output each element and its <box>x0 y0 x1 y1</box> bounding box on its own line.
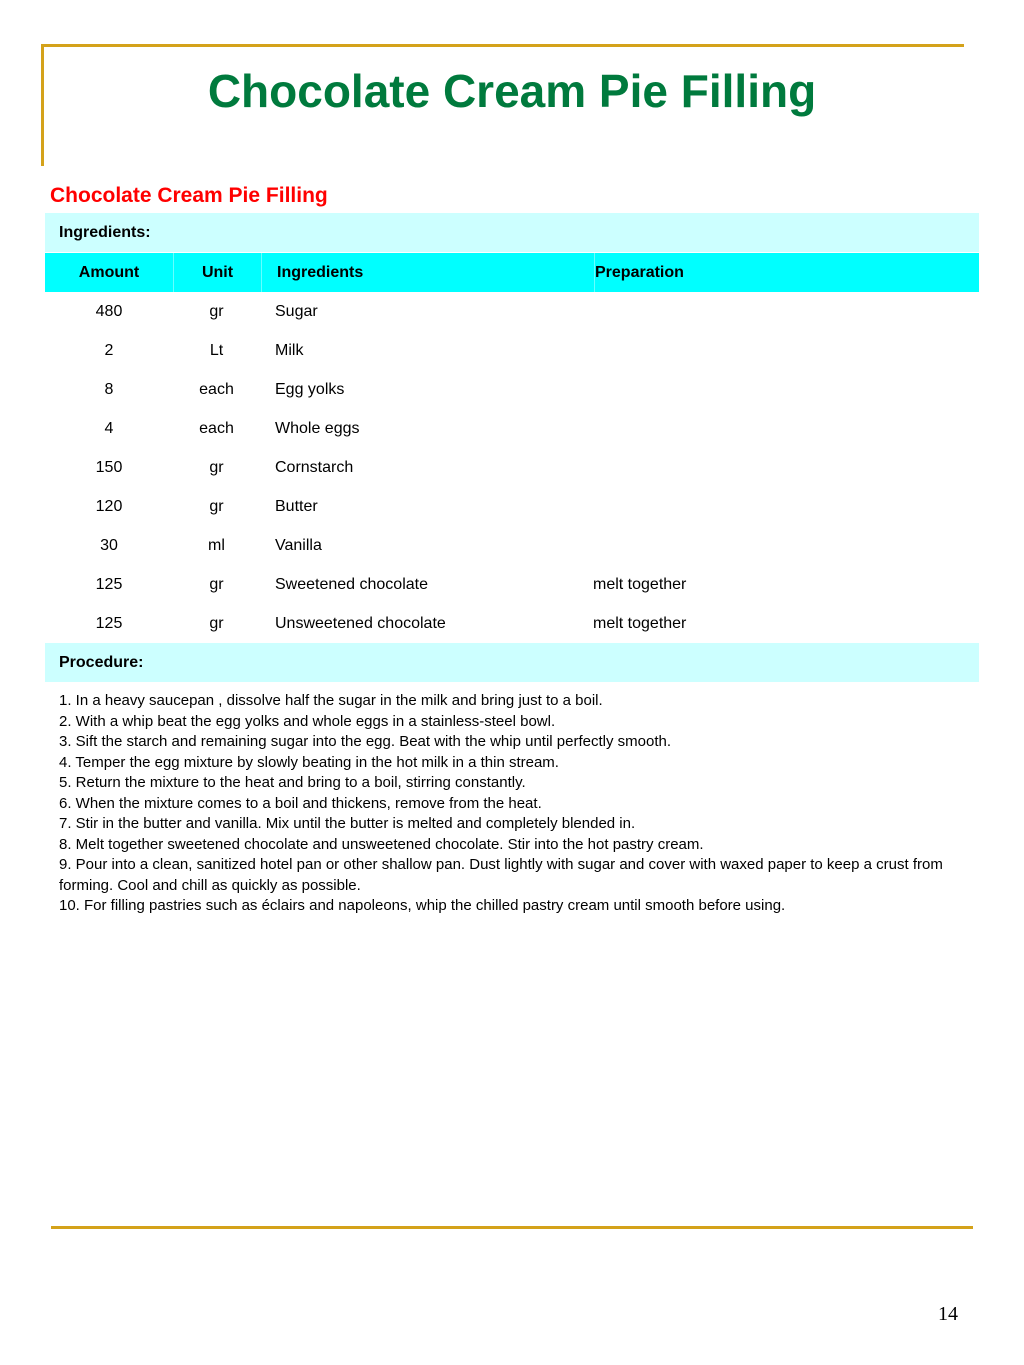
amount-cell: 480 <box>95 302 123 320</box>
amount-cell: 125 <box>95 575 123 593</box>
table-row <box>45 448 979 487</box>
recipe-title: Chocolate Cream Pie Filling <box>50 184 328 207</box>
procedure-step: 1. In a heavy saucepan , dissolve half the sugar in the milk and bring just to a boil. <box>59 692 603 709</box>
table-row <box>45 526 979 565</box>
procedure-steps <box>45 683 979 917</box>
slide-title: Chocolate Cream Pie Filling <box>207 65 817 117</box>
footer-rule <box>51 1226 973 1229</box>
procedure-section-label: Procedure: <box>45 643 979 683</box>
amount-cell: 4 <box>104 419 114 437</box>
ingredient-cell: Milk <box>275 341 304 359</box>
procedure-step: 4. Temper the egg mixture by slowly beating in the hot milk in a thin stream. <box>59 753 559 771</box>
table-row <box>45 370 979 409</box>
table-row <box>45 565 979 604</box>
amount-cell: 8 <box>104 380 114 398</box>
ingredient-cell: Egg yolks <box>275 380 345 398</box>
procedure-step: 7. Stir in the butter and vanilla. Mix until the butter is melted and completely blended in. <box>59 815 636 832</box>
table-row <box>45 331 979 370</box>
table-row <box>45 604 979 643</box>
page-number: 14 <box>938 1303 958 1325</box>
unit-cell: gr <box>209 614 224 632</box>
procedure-step: 10. For filling pastries such as éclairs and napoleons, whip the chilled pastry cream until smooth before using. <box>59 897 786 914</box>
ingredient-cell: Butter <box>275 497 318 515</box>
ingredient-cell: Unsweetened chocolate <box>275 614 446 632</box>
ingredient-cell: Sugar <box>275 302 318 320</box>
unit-cell: gr <box>209 302 224 320</box>
unit-cell: ml <box>208 536 225 554</box>
preparation-cell: melt together <box>593 575 687 593</box>
amount-cell: 2 <box>104 341 114 359</box>
column-header-unit: Unit <box>174 253 262 292</box>
table-row <box>45 409 979 448</box>
procedure-step: 8. Melt together sweetened chocolate and unsweetened chocolate. Stir into the hot pastry cream. <box>59 835 704 853</box>
recipe-table <box>45 213 979 917</box>
unit-cell: gr <box>209 575 224 593</box>
table-row <box>45 292 979 331</box>
amount-cell: 120 <box>95 497 123 515</box>
frame-top-rule <box>41 44 964 47</box>
unit-cell: gr <box>209 497 224 515</box>
table-row <box>45 487 979 526</box>
ingredient-cell: Whole eggs <box>275 419 360 437</box>
ingredient-cell: Cornstarch <box>275 458 354 476</box>
ingredient-cell: Vanilla <box>275 536 322 554</box>
procedure-step: 9. Pour into a clean, sanitized hotel pan or other shallow pan. Dust lightly with sugar and cover with waxed paper to keep a crust from forming. Cool and chill as quickly as possible. <box>59 856 943 894</box>
column-header-amount: Amount <box>45 253 174 292</box>
table-header-row <box>45 253 979 292</box>
amount-cell: 30 <box>100 536 118 554</box>
ingredients-section-label: Ingredients: <box>45 213 979 253</box>
unit-cell: Lt <box>209 341 224 359</box>
column-header-ingredients: Ingredients <box>262 253 595 292</box>
amount-cell: 125 <box>95 614 123 632</box>
unit-cell: gr <box>209 458 224 476</box>
amount-cell: 150 <box>95 458 123 476</box>
preparation-cell: melt together <box>593 614 687 632</box>
procedure-step: 2. With a whip beat the egg yolks and whole eggs in a stainless-steel bowl. <box>59 712 556 730</box>
ingredient-cell: Sweetened chocolate <box>275 575 428 593</box>
procedure-step: 3. Sift the starch and remaining sugar into the egg. Beat with the whip until perfectly smooth. <box>59 733 672 750</box>
column-header-preparation: Preparation <box>595 263 684 281</box>
unit-cell: each <box>199 419 234 437</box>
procedure-step: 6. When the mixture comes to a boil and thickens, remove from the heat. <box>59 794 542 812</box>
unit-cell: each <box>199 380 234 398</box>
procedure-step: 5. Return the mixture to the heat and bring to a boil, stirring constantly. <box>59 774 526 791</box>
